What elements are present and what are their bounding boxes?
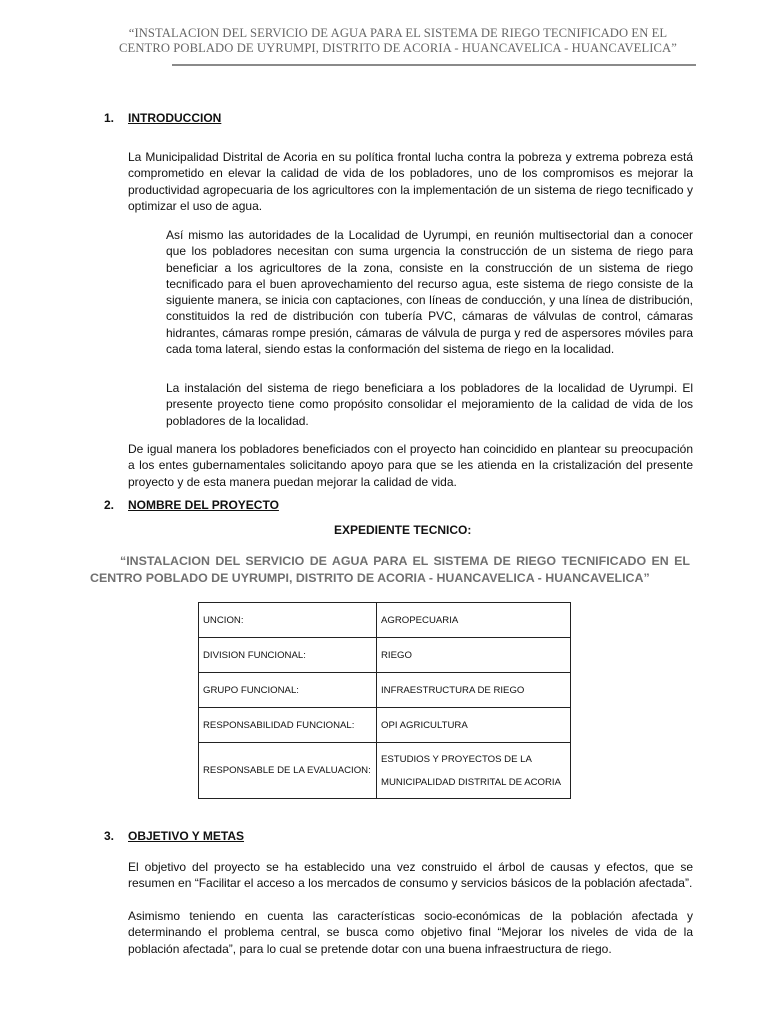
section-title: INTRODUCCION [128,111,222,125]
objective-paragraph-1: El objetivo del proyecto se ha establecido una vez construido el árbol de causas y efectos, que se resumen en “Facilitar el acceso a los mercados de consumo y servicios básicos de la población afectada”. [128,860,693,891]
table-label-cell: RESPONSABILIDAD FUNCIONAL: [199,708,377,743]
table-value-cell [377,743,571,799]
section-heading-nombre-del-proyecto [104,498,279,512]
section-number: 3. [104,829,115,843]
section-title: OBJETIVO Y METAS [128,829,245,843]
table-label-cell: DIVISION FUNCIONAL: [199,638,377,673]
header-divider [172,64,696,66]
intro-paragraph-4: De igual manera los pobladores beneficiados con el proyecto han coincidido en plantear su preocupación a los entes gubernamentales solicitando apoyo para que se les atienda en la cristalización del presente proyecto y de esta manera puedan mejorar la calidad de vida. [128,442,693,489]
table-label-cell: UNCION: [199,603,377,638]
intro-paragraph-3: La instalación del sistema de riego beneficiara a los pobladores de la localidad de Uyrumpi. El presente proyecto tiene como propósito consolidar el mejoramiento de la calidad de vida de los pobladores de la localidad. [166,381,693,428]
document-header [90,26,706,56]
table-row [199,673,571,708]
intro-paragraph-2: Así mismo las autoridades de la Localidad de Uyrumpi, en reunión multisectorial dan a conocer que los pobladores necesitan con suma urgencia la construcción de un sistema de riego para beneficiar a los agricultores de la zona, consiste en la construcción de un sistema de riego tecnificado para el buen aprovechamiento del recurso agua, este sistema de riego consiste de la siguiente manera, se inicia con captaciones, con líneas de conducción, y una línea de distribución, constituidos la red de distribución con tubería PVC, cámaras de válvulas de control, cámaras hidrantes, cámaras rompe presión, cámaras de válvula de purga y red de aspersores móviles para cada toma lateral, siendo estas la conformación del sistema de riego en la localidad. [166,228,693,357]
table-label-cell: GRUPO FUNCIONAL: [199,673,377,708]
table-row [199,708,571,743]
table-value-line-2: MUNICIPALIDAD DISTRITAL DE ACORIA [381,776,561,788]
table-row [199,638,571,673]
table-value-cell: AGROPECUARIA [377,603,571,638]
table-label-cell: RESPONSABLE DE LA EVALUACION: [199,743,377,799]
table-row [199,603,571,638]
table-value-cell: INFRAESTRUCTURA DE RIEGO [377,673,571,708]
table-row [199,743,571,799]
header-line-2: CENTRO POBLADO DE UYRUMPI, DISTRITO DE ACORIA - HUANCAVELICA - HUANCAVELICA” [119,41,677,55]
section-heading-introduccion [104,111,221,125]
table-value-line-1: ESTUDIOS Y PROYECTOS DE LA [381,753,532,765]
objective-paragraph-2: Asimismo teniendo en cuenta las características socio-económicas de la población afectada y determinando el problema central, se busca como objetivo final “Mejorar los niveles de vida de la población afectada”, para lo cual se pretende dotar con una buena infraestructura de riego. [128,909,693,956]
table-value-cell: RIEGO [377,638,571,673]
section-title: NOMBRE DEL PROYECTO [128,498,279,512]
expediente-tecnico-subtitle: EXPEDIENTE TECNICO: [334,523,472,537]
section-number: 2. [104,498,115,512]
project-info-table [198,602,571,799]
intro-paragraph-1: La Municipalidad Distrital de Acoria en su política frontal lucha contra la pobreza y extrema pobreza está comprometido en elevar la calidad de vida de los pobladores, uno de los compromisos es mejorar la productividad agropecuaria de los agricultores con la implementación de un sistema de riego tecnificado y optimizar el uso de agua. [128,150,693,213]
table-value-cell: OPI AGRICULTURA [377,708,571,743]
header-line-1: “INSTALACION DEL SERVICIO DE AGUA PARA EL SISTEMA DE RIEGO TECNIFICADO EN EL [128,26,668,40]
project-name: “INSTALACION DEL SERVICIO DE AGUA PARA EL SISTEMA DE RIEGO TECNIFICADO EN EL CENTRO POBLADO DE UYRUMPI, DISTRITO DE ACORIA - HUANCAVELICA - HUANCAVELICA” [90,554,690,585]
section-heading-objetivo-y-metas [104,829,244,843]
section-number: 1. [104,111,115,125]
